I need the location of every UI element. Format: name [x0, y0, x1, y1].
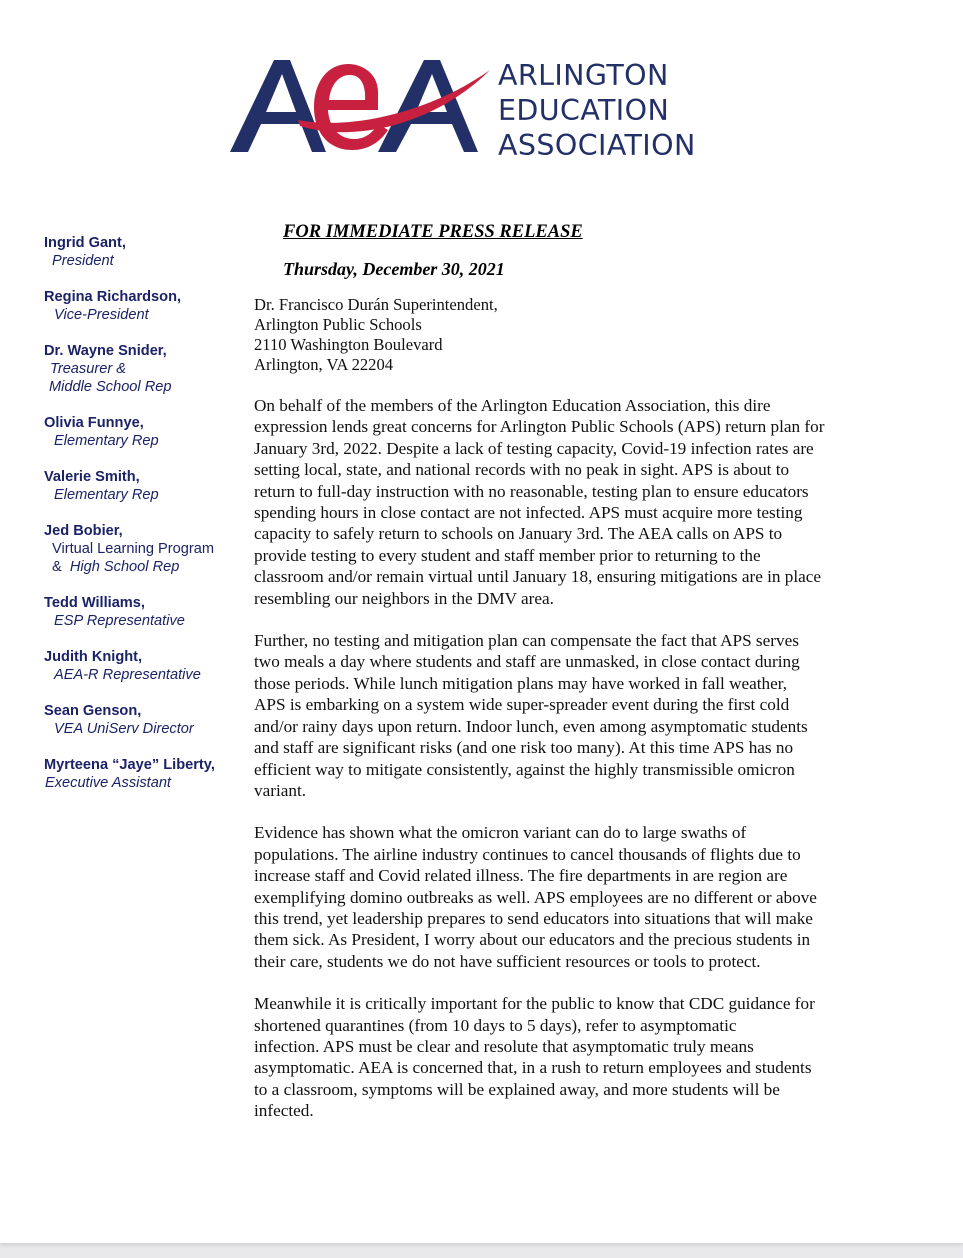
- body-line: provide testing to every student and staff member prior to returning to the: [254, 545, 761, 565]
- body-line: January 3rd, 2022. Despite a lack of testing capacity, Covid-19 infection rates are: [254, 438, 814, 458]
- officer-name: Ingrid Gant,: [44, 235, 126, 251]
- body-line: expression lends great concerns for Arlington Public Schools (APS) return plan for: [254, 417, 825, 437]
- officer-entry: [44, 414, 244, 450]
- officer-role-prefix: &: [52, 559, 62, 575]
- release-date: Thursday, December 30, 2021: [283, 259, 505, 279]
- officer-role: Vice-President: [54, 307, 149, 323]
- body-line: increase staff and Covid related illness. The fire departments in are region are: [254, 866, 788, 886]
- officer-role: President: [52, 253, 114, 269]
- officer-entry: [44, 288, 244, 324]
- officer-role: Treasurer &: [50, 361, 126, 377]
- body-line: populations. The airline industry continues to cancel thousands of flights due to: [254, 844, 801, 864]
- address-line: Arlington Public Schools: [254, 315, 422, 334]
- logo-line-3: ASSOCIATION: [498, 129, 696, 162]
- officer-name: Tedd Williams,: [44, 595, 145, 611]
- officer-entry: [44, 342, 244, 396]
- body-paragraph: [254, 993, 894, 1121]
- letter-body: [254, 395, 894, 1122]
- officer-name: Jed Bobier,: [44, 523, 123, 539]
- officer-name: Olivia Funnye,: [44, 415, 144, 431]
- address-line: 2110 Washington Boulevard: [254, 335, 443, 354]
- body-line: Evidence has shown what the omicron variant can do to large swaths of: [254, 823, 747, 843]
- body-line: to a classroom, symptoms will be explained away, and more students will be: [254, 1079, 780, 1099]
- body-paragraph: [254, 395, 894, 609]
- officer-entry: [44, 648, 244, 684]
- officer-role: ESP Representative: [54, 613, 185, 629]
- officer-name: Dr. Wayne Snider,: [44, 343, 167, 359]
- officer-role: Executive Assistant: [45, 775, 171, 791]
- logo-line-1: ARLINGTON: [498, 59, 669, 92]
- body-line: asymptomatic. AEA is concerned that, in a rush to return employees and students: [254, 1058, 812, 1078]
- officer-role: VEA UniServ Director: [54, 721, 194, 737]
- body-line: capacity to safely return to schools on January 3rd. The AEA calls on APS to: [254, 524, 783, 544]
- officer-name: Judith Knight,: [44, 649, 143, 665]
- officer-name: Sean Genson,: [44, 703, 142, 719]
- officer-entry: [44, 468, 244, 504]
- recipient-address: [254, 295, 498, 375]
- officer-role-detail: High School Rep: [69, 559, 180, 575]
- body-line: and/or rainy days upon return. Indoor lunch, even among asymptomatic students: [254, 716, 808, 736]
- officer-entry: [44, 702, 244, 738]
- officer-sidebar: [44, 234, 244, 810]
- officer-role: Elementary Rep: [54, 487, 159, 503]
- body-line: exemplifying domino outbreaks as well. APS employees are no different or above: [254, 887, 817, 907]
- officer-name: Valerie Smith,: [44, 469, 140, 485]
- body-line: efficient way to mitigate consistently, against the highly transmissible omicron: [254, 759, 795, 779]
- body-line: spending hours in close contact are not infected. APS must acquire more testing: [254, 503, 803, 523]
- body-line: Further, no testing and mitigation plan can compensate the fact that APS serves: [254, 631, 799, 651]
- officer-entry: [44, 756, 244, 792]
- body-line: shortened quarantines (from 10 days to 5 days), refer to asymptomatic: [254, 1015, 737, 1035]
- body-line: two meals a day where students and staff are unmasked, in close contact during: [254, 652, 800, 672]
- officer-role-line-2: Middle School Rep: [49, 379, 172, 395]
- logo-letter-e: [314, 64, 388, 150]
- body-line: classroom and/or remain virtual until January 18, ensuring mitigations are in place: [254, 567, 822, 587]
- address-line: Arlington, VA 22204: [254, 355, 394, 374]
- body-line: infection. APS must be clear and resolute that asymptomatic truly means: [254, 1036, 754, 1056]
- body-paragraph: [254, 630, 894, 801]
- body-line: setting local, state, and national records with no peak in sight. APS is about to: [254, 460, 790, 480]
- body-line: this trend, yet leadership prepares to send educators into situations that will make: [254, 908, 813, 928]
- body-line: those periods. While lunch mitigation plans may have worked in fall weather,: [254, 673, 788, 693]
- officer-entry: [44, 522, 244, 576]
- officer-entry: [44, 594, 244, 630]
- body-line: and staff are significant risks (and one risk too many). At this time APS has no: [254, 738, 794, 758]
- officer-role: Elementary Rep: [54, 433, 159, 449]
- officer-role: Virtual Learning Program: [52, 541, 214, 557]
- body-line: Meanwhile it is critically important for the public to know that CDC guidance for: [254, 994, 815, 1014]
- body-line: them sick. As President, I worry about our educators and the precious students in: [254, 930, 811, 950]
- body-line: return to full-day instruction with no reasonable, testing plan to ensure educators: [254, 481, 809, 501]
- body-paragraph: [254, 822, 894, 972]
- officer-entry: [44, 234, 244, 270]
- press-release-heading: FOR IMMEDIATE PRESS RELEASE: [283, 222, 583, 242]
- logo-wordmark: [498, 58, 696, 163]
- logo-letter-a-left: [230, 60, 326, 152]
- officer-name: Myrteena “Jaye” Liberty,: [44, 757, 215, 773]
- body-line: On behalf of the members of the Arlington Education Association, this dire: [254, 396, 771, 415]
- body-line: their care, students we do not have sufficient resources or tools to protect.: [254, 951, 761, 971]
- body-line: infected.: [254, 1101, 314, 1121]
- officer-name: Regina Richardson,: [44, 289, 182, 305]
- body-line: variant.: [254, 780, 307, 800]
- officer-role-line-2: [44, 558, 244, 576]
- officer-role: AEA-R Representative: [54, 667, 201, 683]
- body-line: APS is embarking on a system wide super-spreader event during the first cold: [254, 695, 790, 715]
- body-line: resembling our neighbors in the DMV area.: [254, 588, 554, 608]
- logo-line-2: EDUCATION: [498, 94, 670, 127]
- address-line: Dr. Francisco Durán Superintendent,: [254, 295, 498, 314]
